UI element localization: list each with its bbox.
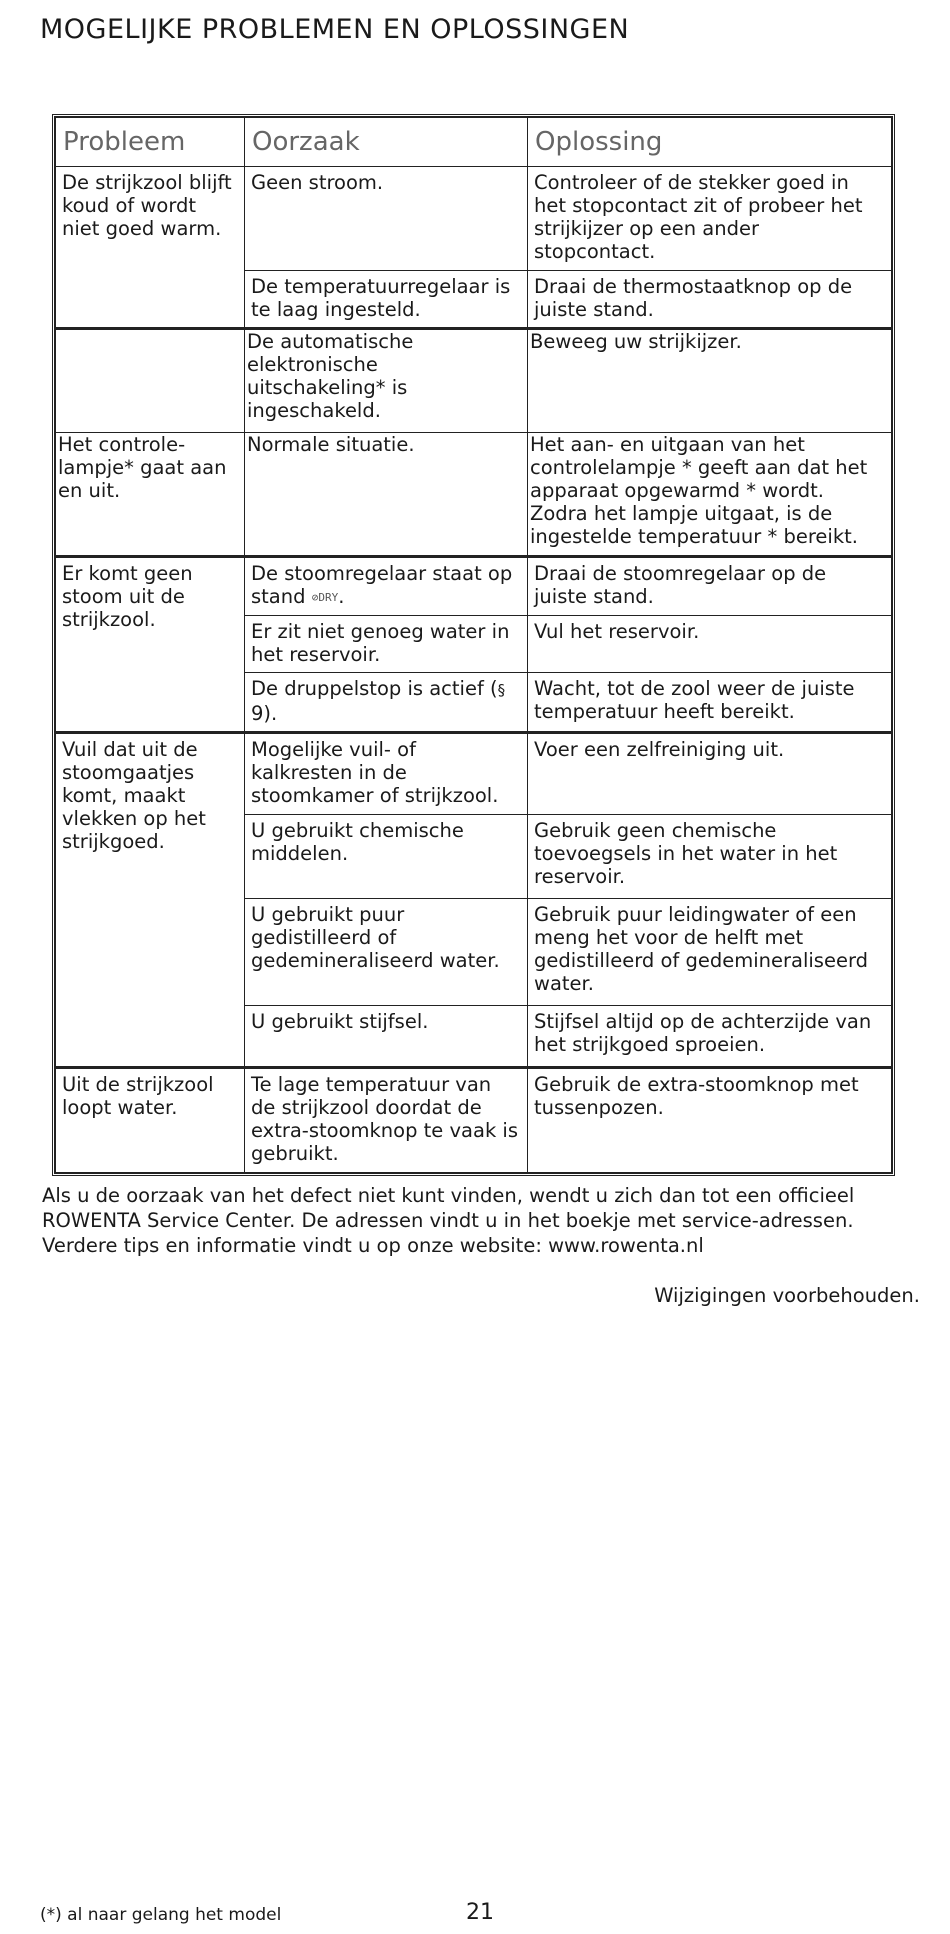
table-row [56,557,892,616]
troubleshooting-table [52,114,895,1176]
cause-cell: Te lage temperatuur van de strijkzool doordat de extra-stoomknop te vaak is gebruikt. [245,1068,528,1173]
cause-cell: Er zit niet genoeg water in het reservoir. [245,616,528,673]
dry-steam-icon: ⊘DRY [311,591,339,604]
section-ref: § [497,681,506,699]
table-row [56,433,892,557]
solution-cell: Vul het reservoir. [528,616,892,673]
problem-cell: Er komt geen stoom uit de strijkzool. [56,557,245,733]
solution-cell: Gebruik puur leidingwater of een meng het voor de helft met gedistilleerd of gedemineraliseerd water. [528,899,892,1006]
solution-cell: Het aan- en uitgaan van het controlelampje * geeft aan dat het apparaat opgewarmd * wordt. Zodra het lampje uitgaat, is de ingestelde temperatuur * bereikt. [528,433,892,557]
service-info-line-2: ROWENTA Service Center. De adressen vindt u in het boekje met service-adressen. [42,1209,854,1232]
page-number: 21 [466,1900,494,1925]
changes-reserved-note: Wijzigingen voorbehouden. [654,1284,920,1307]
problem-cell: De strijkzool blijft koud of wordt niet goed warm. [56,167,245,329]
cause-cell: De automatische elektronische uitschakeling* is ingeschakeld. [245,329,528,433]
footnote: (*) al naar gelang het model [40,1905,282,1925]
solution-cell: Gebruik geen chemische toevoegsels in het water in het reservoir. [528,815,892,899]
cause-suffix: . [338,585,345,608]
cause-cell: Normale situatie. [245,433,528,557]
header-probleem: Probleem [56,118,245,167]
header-oplossing: Oplossing [528,118,892,167]
cause-cell: Geen stroom. [245,167,528,271]
solution-cell: Gebruik de extra-stoomknop met tussenpozen. [528,1068,892,1173]
service-info-line-1: Als u de oorzaak van het defect niet kunt vinden, wendt u zich dan tot een officieel [42,1184,855,1207]
cause-cell: U gebruikt puur gedistilleerd of gedemineraliseerd water. [245,899,528,1006]
solution-cell: Stijfsel altijd op de achterzijde van het strijkgoed sproeien. [528,1006,892,1068]
dry-symbol-label: DRY [318,591,339,604]
service-info-line-3: Verdere tips en informatie vindt u op onze website: www.rowenta.nl [42,1234,704,1257]
cause-cell: Mogelijke vuil- of kalkresten in de stoomkamer of strijkzool. [245,733,528,815]
cause-cell: U gebruikt chemische middelen. [245,815,528,899]
solution-cell: Voer een zelfreiniging uit. [528,733,892,815]
problem-cell: Uit de strijkzool loopt water. [56,1068,245,1173]
solution-cell: Draai de thermostaatknop op de juiste stand. [528,271,892,329]
solution-cell: Wacht, tot de zool weer de juiste temperatuur heeft bereikt. [528,673,892,733]
table-row [56,1068,892,1173]
cause-suffix: 9). [251,702,278,725]
cause-cell [245,557,528,616]
table-row [56,329,892,433]
table-row [56,167,892,271]
cause-text: De stoomregelaar staat op stand [251,562,513,608]
problem-cell: Vuil dat uit de stoomgaatjes komt, maakt vlekken op het strijkgoed. [56,733,245,1068]
cause-text: De druppelstop is actief ( [251,677,498,700]
table-row [56,733,892,815]
problem-cell: Het controle-lampje* gaat aan en uit. [56,433,245,557]
header-oorzaak: Oorzaak [245,118,528,167]
table-header-row [56,118,892,167]
service-info-paragraph [42,1183,922,1258]
solution-cell: Beweeg uw strijkijzer. [528,329,892,433]
solution-cell: Controleer of de stekker goed in het stopcontact zit of probeer het strijkijzer op een ander stopcontact. [528,167,892,271]
solution-cell: Draai de stoomregelaar op de juiste stand. [528,557,892,616]
page-title: MOGELIJKE PROBLEMEN EN OPLOSSINGEN [40,14,630,45]
cause-cell: U gebruikt stijfsel. [245,1006,528,1068]
problem-cell [56,329,245,433]
cause-cell [245,673,528,733]
cause-cell: De temperatuurregelaar is te laag ingesteld. [245,271,528,329]
